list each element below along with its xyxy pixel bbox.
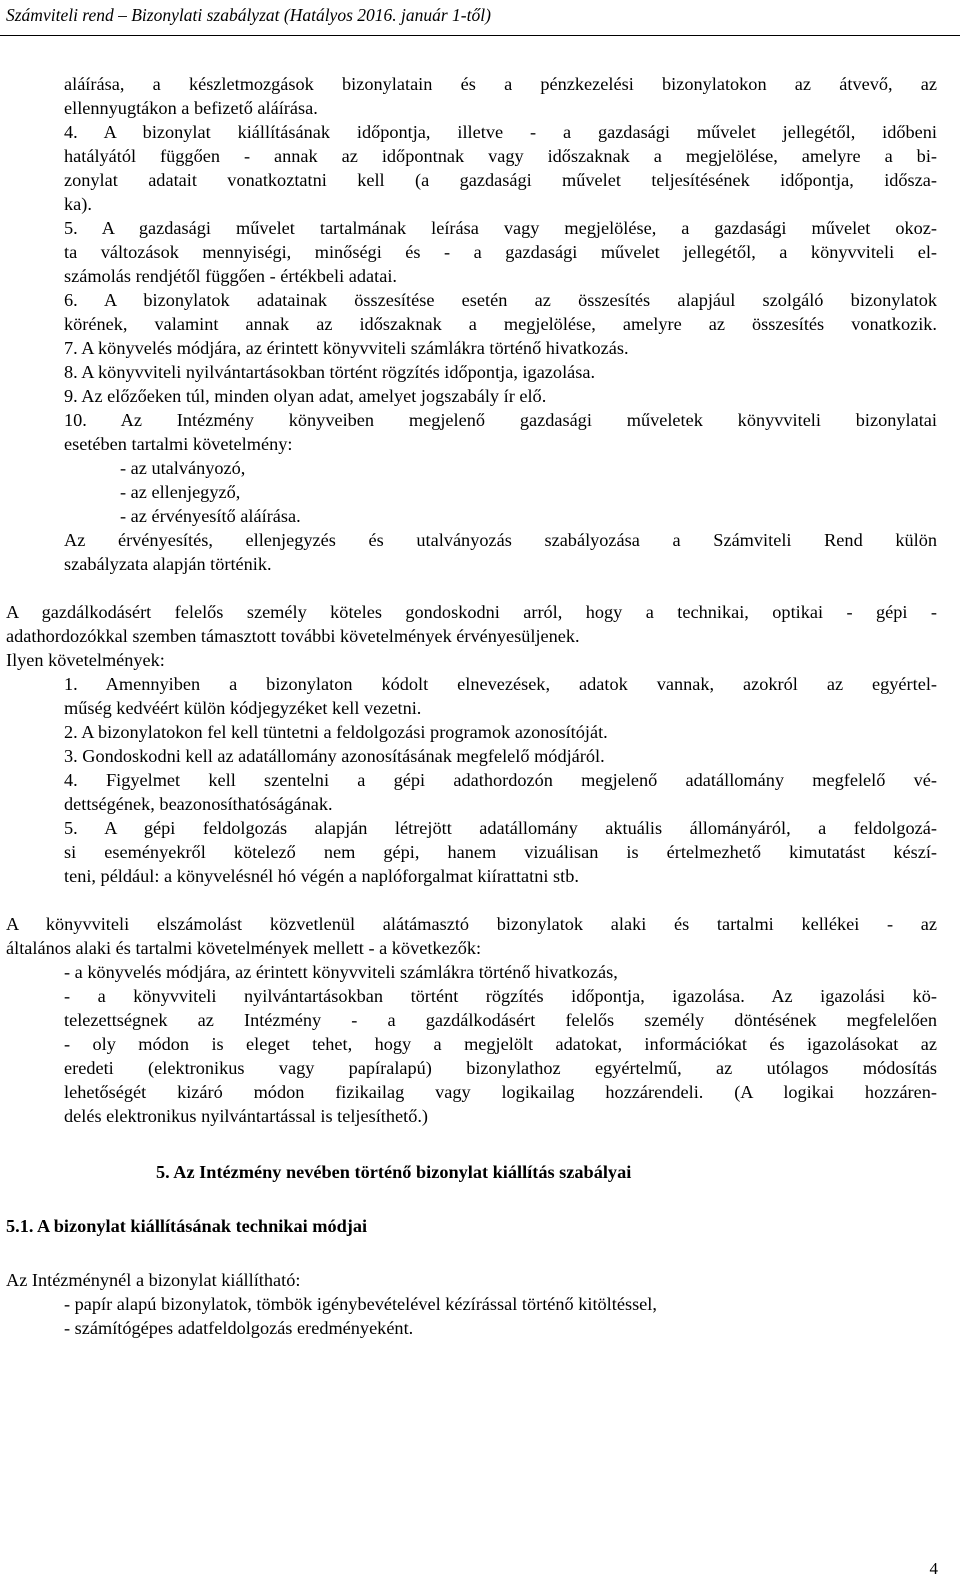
running-title: Számviteli rend – Bizonylati szabályzat (Hatályos 2016. január 1-től) <box>6 5 491 25</box>
text-line: eredeti (elektronikus vagy papíralapú) bizonylathoz egyértelmű, az utólagos módosítás <box>64 1058 937 1078</box>
text-line: ellennyugtákon a befizető aláírása. <box>64 98 318 118</box>
list-item-10: 10. Az Intézmény könyveiben megjelenő gazdasági műveletek könyvviteli bizonylatai <box>64 410 937 430</box>
text-line: si eseményekről kötelező nem gépi, hanem vizuálisan is értelmezhető kimutatást készí- <box>64 842 937 862</box>
text-line: hatályától függően - annak az időpontnak vagy időszaknak a megjelölése, amelyre a bi- <box>64 146 937 166</box>
text-line: körének, valamint annak az időszaknak a megjelölése, amelyre az összesítés vonatkozik. <box>64 314 937 334</box>
dash-item: - az érvényesítő aláírása. <box>120 506 301 526</box>
text-line: delés elektronikus nyilvántartással is teljesíthető.) <box>64 1106 429 1126</box>
paragraph-line: A könyvviteli elszámolást közvetlenül alátámasztó bizonylatok alaki és tartalmi kellékei - az <box>6 914 937 934</box>
text-line: műség kedvéért külön kódjegyzéket kell vezetni. <box>64 698 422 718</box>
text-line: telezettségnek az Intézmény - a gazdálkodásért felelős személy döntésének megfelelően <box>64 1010 937 1030</box>
dash-item: - a könyvviteli nyilvántartásokban történt rögzítés időpontja, igazolása. Az igazolási kö- <box>64 986 937 1006</box>
dash-item: - számítógépes adatfeldolgozás eredményeként. <box>64 1318 414 1338</box>
text-line: Az érvényesítés, ellenjegyzés és utalványozás szabályozása a Számviteli Rend külön <box>64 530 937 550</box>
dash-item: - papír alapú bizonylatok, tömbök igénybevételével kézírással történő kitöltéssel, <box>64 1294 657 1314</box>
text-line: ta változások mennyiségi, minőségi és - a gazdasági művelet jellegétől, a könyvviteli el- <box>64 242 937 262</box>
dash-item: - az ellenjegyző, <box>120 482 241 502</box>
list-item-7: 7. A könyvelés módjára, az érintett könyvviteli számlákra történő hivatkozás. <box>64 338 629 358</box>
paragraph-line: Az Intézménynél a bizonylat kiállítható: <box>6 1270 301 1290</box>
dash-item: - a könyvelés módjára, az érintett könyvviteli számlákra történő hivatkozás, <box>64 962 618 982</box>
running-header <box>0 0 960 36</box>
list-item-6: 6. A bizonylatok adatainak összesítése esetén az összesítés alapjául szolgáló bizonylatok <box>64 290 937 310</box>
text-line: teni, például: a könyvelésnél hó végén a naplóforgalmat kiírattatni stb. <box>64 866 579 886</box>
list-item-9: 9. Az előzőeken túl, minden olyan adat, amelyet jogszabály ír elő. <box>64 386 547 406</box>
requirement-item-2: 2. A bizonylatokon fel kell tüntetni a feldolgozási programok azonosítóját. <box>64 722 608 742</box>
text-line: aláírása, a készletmozgások bizonylatain és a pénzkezelési bizonylatokon az átvevő, az <box>64 74 937 94</box>
paragraph-line: adathordozókkal szemben támasztott további követelmények érvényesüljenek. <box>6 626 580 646</box>
list-item-5: 5. A gazdasági művelet tartalmának leírása vagy megjelölése, a gazdasági művelet okoz- <box>64 218 937 238</box>
list-item-4: 4. A bizonylat kiállításának időpontja, illetve - a gazdasági művelet jellegétől, időbeni <box>64 122 937 142</box>
text-line: esetében tartalmi követelmény: <box>64 434 293 454</box>
list-item-8: 8. A könyvviteli nyilvántartásokban történt rögzítés időpontja, igazolása. <box>64 362 596 382</box>
subsection-heading: 5.1. A bizonylat kiállításának technikai módjai <box>6 1216 368 1236</box>
requirement-item-1: 1. Amennyiben a bizonylaton kódolt elnevezések, adatok vannak, azokról az egyértel- <box>64 674 937 694</box>
requirement-item-5: 5. A gépi feldolgozás alapján létrejött adatállomány aktuális állományáról, a feldolgozá- <box>64 818 937 838</box>
requirement-item-4: 4. Figyelmet kell szentelni a gépi adathordozón megjelenő adatállomány megfelelő vé- <box>64 770 937 790</box>
text-line: szabályzata alapján történik. <box>64 554 272 574</box>
page-number: 4 <box>929 1559 938 1578</box>
paragraph-line: Ilyen követelmények: <box>6 650 165 670</box>
section-heading: 5. Az Intézmény nevében történő bizonylat kiállítás szabályai <box>156 1162 632 1182</box>
paragraph-line: A gazdálkodásért felelős személy köteles gondoskodni arról, hogy a technikai, optikai - gépi - <box>6 602 937 622</box>
paragraph-line: általános alaki és tartalmi követelmények mellett - a következők: <box>6 938 482 958</box>
text-line: - oly módon is eleget tehet, hogy a megjelölt adatokat, információkat és igazolásokat az <box>64 1034 937 1054</box>
text-line: ka). <box>64 194 92 214</box>
text-line: zonylat adatait vonatkoztatni kell (a gazdasági művelet teljesítésének időpontja, idősza- <box>64 170 937 190</box>
dash-item: - az utalványozó, <box>120 458 246 478</box>
text-line: lehetőségét kizáró módon fizikailag vagy logikailag hozzárendeli. (A logikai hozzáren- <box>64 1082 937 1102</box>
text-line: számolás rendjétől függően - értékbeli adatai. <box>64 266 397 286</box>
text-line: dettségének, beazonosíthatóságának. <box>64 794 333 814</box>
requirement-item-3: 3. Gondoskodni kell az adatállomány azonosításának megfelelő módjáról. <box>64 746 605 766</box>
